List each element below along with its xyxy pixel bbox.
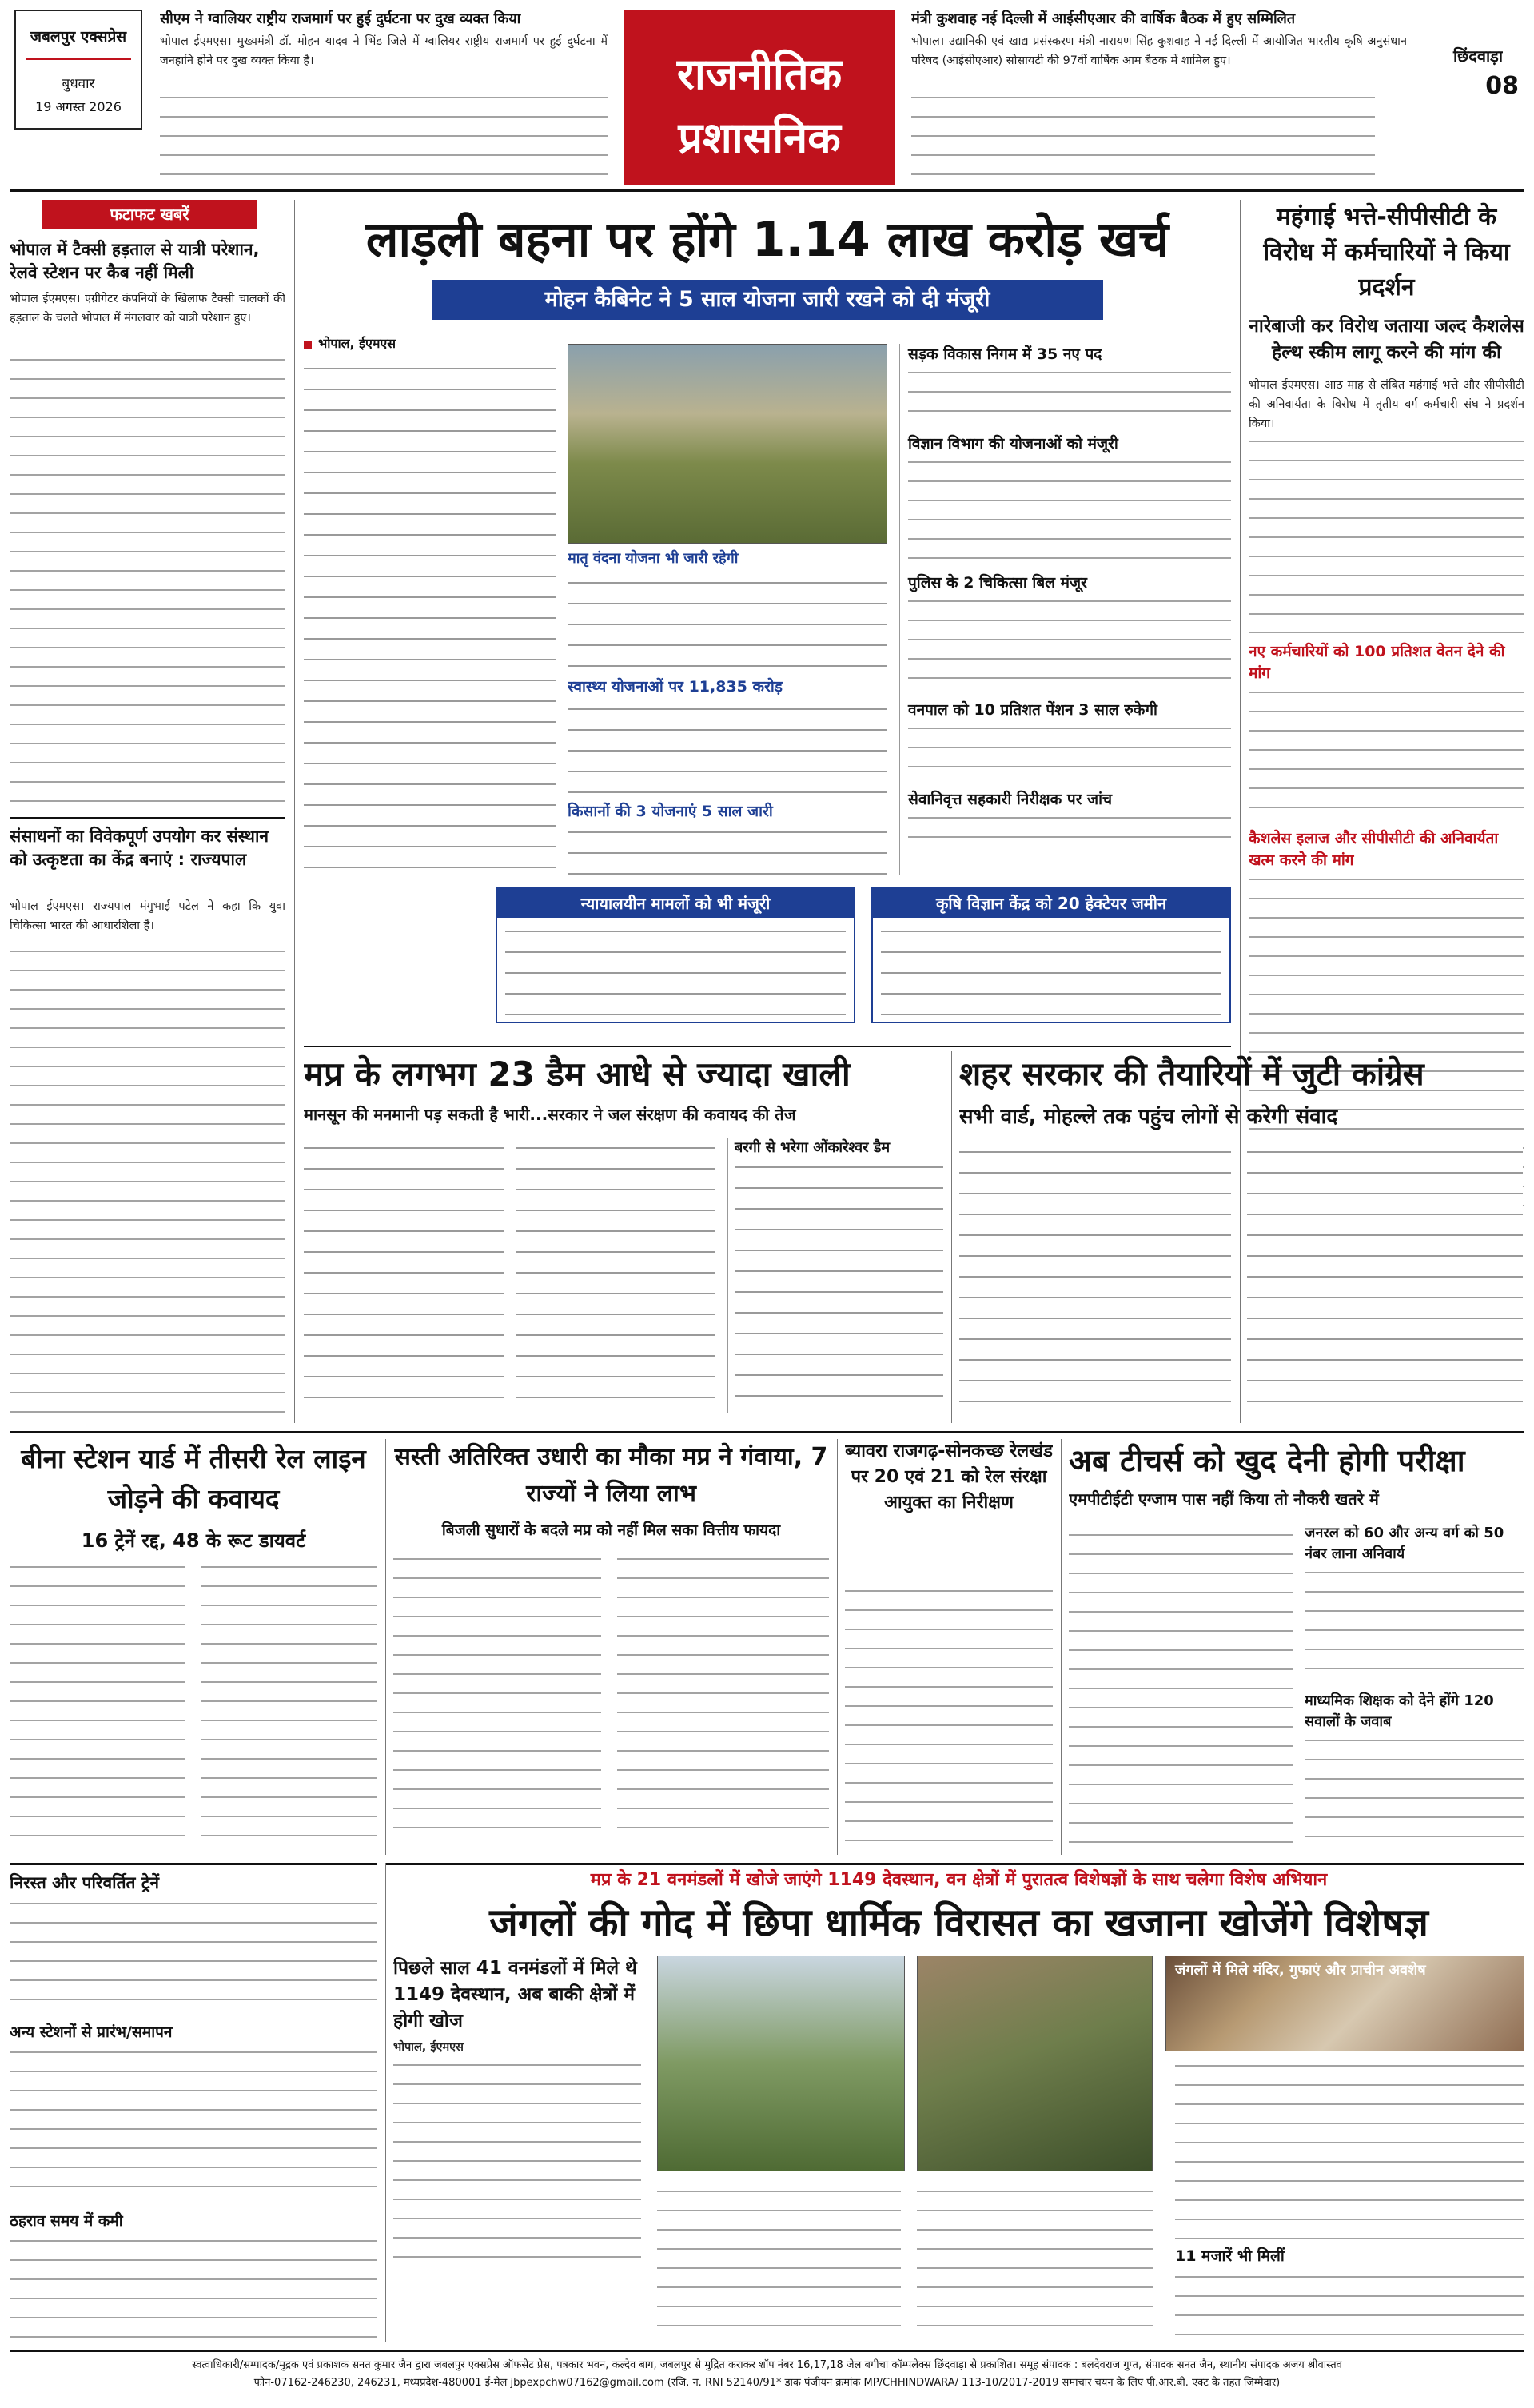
right-side-1: नए कर्मचारियों को 100 प्रतिशत वेतन देने की मांग (1249, 643, 1505, 682)
teachers-side-body-2 (1305, 1732, 1524, 1843)
left-story1-body (10, 352, 285, 807)
trains-body-1 (10, 1896, 377, 2015)
left-story2-lead: भोपाल ईएमएस। राज्यपाल मंगुभाई पटेल ने कहा कि युवा चिकित्सा भारत की आधारशिला हैं। (10, 900, 285, 932)
railway-body (845, 1583, 1053, 1843)
top-story-right-headline: मंत्री कुशवाह नई दिल्ली में आईसीएआर की वार्षिक बैठक में हुए सम्मिलित (911, 10, 1296, 27)
forest-left-body (393, 2057, 641, 2273)
trains-sub-1: अन्य स्टेशनों से प्रारंभ/समापन (10, 2023, 173, 2041)
lower-left-box-title: न्यायालयीन मामलों को भी मंजूरी (497, 889, 854, 918)
forest-right-sub: 11 मजारें भी मिलीं (1175, 2247, 1285, 2265)
dams-headline: मप्र के लगभग 23 डैम आधे से ज्यादा खाली (304, 1054, 851, 1094)
lead-body-col2a (568, 574, 887, 670)
side-head-4: वनपाल को 10 प्रतिशत पेंशन 3 साल रुकेगी (908, 701, 1157, 719)
forest-right-body-2 (1175, 2269, 1524, 2337)
paper-logo-box (14, 10, 142, 130)
bina-headline: बीना स्टेशन यार्ड में तीसरी रेल लाइन जोड़ने की कवायद (21, 1443, 366, 1514)
right-body-1 (1249, 433, 1524, 633)
forest-photo-1 (657, 1956, 905, 2171)
forest-body-2 (917, 2183, 1153, 2335)
left-divider (10, 817, 285, 819)
right-body-2 (1249, 684, 1524, 820)
trains-body-3 (10, 2233, 377, 2342)
top-story-right-body (911, 90, 1375, 177)
trains-body-2 (10, 2044, 377, 2204)
side-body-2 (908, 454, 1231, 566)
side-head-5: सेवानिवृत्त सहकारी निरीक्षक पर जांच (908, 791, 1113, 808)
forest-right-box (1165, 1956, 1524, 2339)
lead-photo-caption: मातृ वंदना योजना भी जारी रहेगी (568, 550, 739, 567)
lower-left-box (496, 887, 855, 1023)
teachers-side-body-1 (1305, 1565, 1524, 1684)
congress-body-col1 (959, 1143, 1231, 1411)
railway-headline: ब्यावरा राजगढ़-सोनकच्छ रेलखंड पर 20 एवं 21 को रेल संरक्षा आयुक्त का निरीक्षण (845, 1441, 1053, 1513)
dams-side-box (727, 1138, 943, 1413)
side-body-5 (908, 810, 1231, 851)
credit-body-col2 (617, 1551, 829, 1843)
masthead-city: छिंदवाड़ा (1453, 46, 1503, 66)
forest-right-body-1 (1175, 2058, 1524, 2242)
row3-rule-2 (837, 1439, 838, 1855)
lead-dateline-marker (304, 341, 312, 349)
left-column (10, 200, 285, 1423)
dams-side-body (735, 1158, 943, 1398)
top-story-left-headline: सीएम ने ग्वालियर राष्ट्रीय राजमार्ग पर हुई दुर्घटना पर दुख व्यक्त किया (160, 10, 521, 27)
bina-body-col2 (201, 1559, 377, 1843)
top-story-left (160, 10, 608, 185)
forest-side-headline: पिछले साल 41 वनमंडलों में मिले थे 1149 देवस्थान, अब बाकी क्षेत्रों में होगी खोज (393, 1958, 637, 2031)
congress-story (959, 1051, 1524, 1423)
row3-rule-1 (385, 1439, 386, 1855)
teachers-side-2: माध्यमिक शिक्षक को देने होंगे 120 सवालों के जवाब (1305, 1692, 1494, 1730)
lower-right-box (871, 887, 1231, 1023)
teachers-story (1069, 1439, 1524, 1855)
trains-box (10, 1863, 377, 2342)
row3-rule-3 (1061, 1439, 1062, 1855)
section-line-1: राजनीतिक (676, 49, 843, 99)
trains-title: निरस्त और परिवर्तित ट्रेनें (10, 1873, 160, 1892)
railway-story (845, 1439, 1053, 1855)
right-subhead: नारेबाजी कर विरोध जताया जल्द कैशलेस हेल्थ स्कीम लागू करने की मांग की (1249, 316, 1524, 363)
lead-photo (568, 344, 887, 544)
lead-bottom-rule (304, 1046, 1231, 1047)
row4-rule-1 (385, 1863, 386, 2342)
lead-body-col1 (304, 360, 556, 875)
right-side-2: कैशलेस इलाज और सीपीसीटी की अनिवार्यता खत्म करने की मांग (1249, 830, 1499, 869)
left-story1-headline: भोपाल में टैक्सी हड़ताल से यात्री परेशान, रेलवे स्टेशन पर कैब नहीं मिली (10, 240, 260, 282)
masthead-day: बुधवार (62, 76, 95, 92)
footer-line-2: फोन-07162-246230, 246231, मध्यप्रदेश-480001 ई-मेल jbpexpchw07162@gmail.com (रजि. न. RNI 52140/91* डाक पंजीयन क्रमांक MP/CHHINDWARA/ 113-10/2017-2019 समाचार चयन के लिए पी.आर.बी. एक्ट के तहत जिम्मेदार) (253, 2377, 1281, 2389)
lower-right-box-body (881, 923, 1221, 1019)
top-story-right (911, 10, 1407, 185)
forest-story (393, 1868, 1524, 2342)
credit-subhead: बिजली सुधारों के बदले मप्र को नहीं मिल सका वित्तीय फायदा (441, 1521, 781, 1539)
forest-left-col (393, 1956, 641, 2339)
trains-sub-2: ठहराव समय में कमी (10, 2212, 123, 2230)
side-head-1: सड़क विकास निगम में 35 नए पद (908, 345, 1102, 363)
side-body-3 (908, 593, 1231, 693)
teachers-side (1305, 1523, 1524, 1843)
forest-kicker: मप्र के 21 वनमंडलों में खोजे जाएंगे 1149 देवस्थान, वन क्षेत्रों में पुरातत्व विशेषज्ञों के साथ चलेगा विशेष अभियान (590, 1870, 1328, 1890)
lower-left-box-body (505, 923, 846, 1019)
lead-subhead-bar (432, 280, 1103, 320)
lead-side-column (899, 344, 1231, 875)
forest-photo-2 (917, 1956, 1153, 2171)
congress-body-col2 (1247, 1143, 1523, 1411)
side-head-2: विज्ञान विभाग की योजनाओं को मंजूरी (908, 435, 1118, 452)
lower-right-box-title: कृषि विज्ञान केंद्र को 20 हेक्टेयर जमीन (873, 889, 1229, 918)
dams-story (304, 1051, 943, 1423)
forest-dateline: भोपाल, ईएमएस (393, 2041, 464, 2054)
forest-right-box-title: जंगलों में मिले मंदिर, गुफाएं और प्राचीन अवशेष (1175, 1962, 1426, 1979)
top-story-right-lead: भोपाल। उद्यानिकी एवं खाद्य प्रसंस्करण मंत्री नारायण सिंह कुशवाह ने नई दिल्ली में आयोजित भारतीय कृषि अनुसंधान परिषद (आईसीएआर) सोसायटी की 97वीं वार्षिक आम बैठक में शामिल हुए। (911, 35, 1407, 67)
quick-news-title: फटाफट खबरें (42, 200, 257, 229)
page-number: 08 (1485, 72, 1519, 100)
masthead-date: 19 अगस्त 2026 (35, 99, 122, 114)
lead-dateline: भोपाल, ईएमएस (318, 336, 396, 351)
lead-headline: लाड़ली बहना पर होंगे 1.14 लाख करोड़ खर्च (365, 212, 1169, 268)
dams-side-box-title: बरगी से भरेगा ओंकारेश्वर डैम (735, 1139, 891, 1156)
side-body-1 (908, 365, 1231, 427)
logo-underline (26, 58, 131, 60)
bina-body-col1 (10, 1559, 185, 1843)
credit-story (393, 1439, 829, 1855)
forest-body-1 (657, 2183, 901, 2335)
left-story2-headline: संसाधनों का विवेकपूर्ण उपयोग कर संस्थान को उत्कृष्टता का केंद्र बनाएं : राज्यपाल (10, 827, 269, 869)
footer (10, 2350, 1524, 2405)
section-line-2: प्रशासनिक (678, 113, 841, 163)
lead-box1: स्वास्थ्य योजनाओं पर 11,835 करोड़ (568, 678, 783, 696)
row3-top-rule (10, 1431, 1524, 1433)
lead-body-col2b (568, 700, 887, 796)
dams-body-col1 (304, 1139, 504, 1411)
dams-congress-rule (951, 1051, 952, 1423)
paper-name: जबलपुर एक्सप्रेस (30, 28, 127, 46)
masthead (0, 0, 1534, 192)
lead-subhead: मोहन कैबिनेट ने 5 साल योजना जारी रखने को दी मंजूरी (544, 287, 990, 312)
right-lead: भोपाल ईएमएस। आठ माह से लंबित महंगाई भत्ते और सीपीसीटी की अनिवार्यता के विरोध में तृतीय वर्ग कर्मचारी संघ ने प्रदर्शन किया। (1249, 379, 1524, 430)
top-story-left-lead: भोपाल ईएमएस। मुख्यमंत्री डॉ. मोहन यादव ने भिंड जिले में ग्वालियर राष्ट्रीय राजमार्ग पर हुई दुर्घटना में जनहानि होने पर दुख व्यक्त किया है। (160, 35, 608, 67)
lead-box2: किसानों की 3 योजनाएं 5 साल जारी (568, 803, 773, 820)
teachers-subhead: एमपीटीईटी एग्जाम पास नहीं किया तो नौकरी खतरे में (1069, 1489, 1379, 1509)
side-head-3: पुलिस के 2 चिकित्सा बिल मंजूर (908, 574, 1087, 592)
teachers-side-1: जनरल को 60 और अन्य वर्ग को 50 नंबर लाना अनिवार्य (1305, 1525, 1504, 1562)
lead-body-col2c (568, 823, 887, 875)
teachers-body (1069, 1527, 1293, 1843)
left-story2-body (10, 943, 285, 1415)
row4-top-rule (385, 1863, 1524, 1865)
bina-subhead: 16 ट्रेनें रद्द, 48 के रूट डायवर्ट (81, 1529, 306, 1552)
column-rule-left (294, 200, 295, 1423)
teachers-headline: अब टीचर्स को खुद देनी होगी परीक्षा (1069, 1443, 1465, 1478)
masthead-rule (10, 189, 1524, 192)
dams-body-col2 (516, 1139, 715, 1411)
credit-headline: सस्ती अतिरिक्त उधारी का मौका मप्र ने गंवाया, 7 राज्यों ने लिया लाभ (394, 1443, 828, 1508)
forest-headline: जंगलों की गोद में छिपा धार्मिक विरासत का खजाना खोजेंगे विशेषज्ञ (489, 1900, 1428, 1945)
footer-line-1: स्वत्वाधिकारी/सम्पादक/मुद्रक एवं प्रकाशक सनत कुमार जैन द्वारा जबलपुर एक्सप्रेस ऑफसेट प्रेस, पत्रकार भवन, कल्देव बाग, जबलपुर से मुद्रित कराकर शॉप नंबर 16,17,18 जेल बगीचा कॉम्पलेक्स छिंदवाड़ा से प्रकाशित। समूह संपादक : बलदेवराज गुप्त, संपादक सनत जैन, स्थानीय संपादक अजय श्रीवास्तव (192, 2359, 1342, 2371)
congress-subhead: सभी वार्ड, मोहल्ले तक पहुंच लोगों से करेगी संवाद (959, 1105, 1338, 1129)
bina-story (10, 1439, 377, 1855)
right-headline: महंगाई भत्ते-सीपीसीटी के विरोध में कर्मचारियों ने किया प्रदर्शन (1263, 203, 1510, 301)
side-body-4 (908, 720, 1231, 783)
credit-body-col1 (393, 1551, 601, 1843)
lead-story (304, 200, 1231, 1059)
top-story-left-body (160, 90, 608, 177)
left-story1-lead: भोपाल ईएमएस। एग्रीगेटर कंपनियों के खिलाफ टैक्सी चालकों की हड़ताल के चलते भोपाल में मंगलवार को यात्री परेशान हुए। (10, 293, 285, 325)
section-banner (624, 10, 895, 185)
congress-headline: शहर सरकार की तैयारियों में जुटी कांग्रेस (959, 1056, 1424, 1093)
dams-subhead: मानसून की मनमानी पड़ सकती है भारी...सरकार ने जल संरक्षण की कवायद की तेज (304, 1105, 796, 1124)
